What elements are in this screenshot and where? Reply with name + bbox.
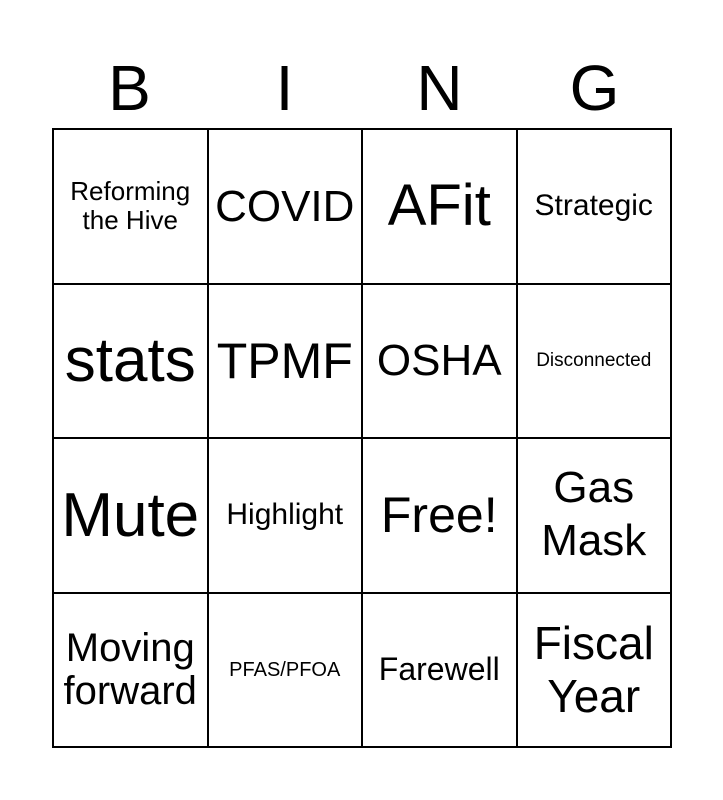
bingo-cell-free[interactable] bbox=[363, 439, 518, 594]
bingo-cell-r2c2[interactable] bbox=[209, 285, 364, 440]
bingo-cell-r2c3[interactable] bbox=[363, 285, 518, 440]
bingo-cell-r4c3[interactable] bbox=[363, 594, 518, 749]
header-letter-i: I bbox=[275, 52, 294, 124]
bingo-cell-r1c3[interactable] bbox=[363, 130, 518, 285]
bingo-cell-r2c1[interactable] bbox=[54, 285, 209, 440]
bingo-cell-text: PFAS/PFOA bbox=[229, 658, 341, 681]
bingo-cell-text: COVID bbox=[215, 181, 355, 231]
bingo-cell-r1c1[interactable] bbox=[54, 130, 209, 285]
bingo-header bbox=[52, 52, 672, 124]
bingo-cell-r4c1[interactable] bbox=[54, 594, 209, 749]
header-letter-g: G bbox=[569, 52, 620, 124]
bingo-cell-r3c2[interactable] bbox=[209, 439, 364, 594]
bingo-cell-text: Gas Mask bbox=[541, 463, 647, 566]
bingo-cell-text: OSHA bbox=[376, 336, 502, 386]
bingo-cell-r1c4[interactable] bbox=[518, 130, 673, 285]
bingo-cell-r3c4[interactable] bbox=[518, 439, 673, 594]
free-space-text: Free! bbox=[380, 487, 498, 544]
bingo-cell-text: TPMF bbox=[216, 332, 353, 389]
bingo-cell-r1c2[interactable] bbox=[209, 130, 364, 285]
bingo-cell-text: stats bbox=[64, 326, 196, 396]
bingo-cell-r4c2[interactable] bbox=[209, 594, 364, 749]
bingo-cell-text: Highlight bbox=[226, 498, 344, 532]
bingo-cell-text: Reforming the Hive bbox=[70, 176, 191, 236]
bingo-cell-text: Moving forward bbox=[63, 625, 197, 713]
bingo-cell-r2c4[interactable] bbox=[518, 285, 673, 440]
bingo-cell-text: Fiscal Year bbox=[533, 616, 654, 722]
bingo-cell-text: Mute bbox=[61, 480, 200, 550]
bingo-cell-text: Farewell bbox=[378, 650, 500, 687]
bingo-cell-text: Strategic bbox=[534, 189, 653, 223]
header-letter-n: N bbox=[416, 52, 463, 124]
bingo-cell-r4c4[interactable] bbox=[518, 594, 673, 749]
bingo-cell-text: AFit bbox=[387, 172, 491, 238]
bingo-board bbox=[52, 128, 672, 748]
bingo-cell-text: Disconnected bbox=[536, 350, 652, 372]
header-letter-b: B bbox=[108, 52, 151, 124]
bingo-cell-r3c1[interactable] bbox=[54, 439, 209, 594]
